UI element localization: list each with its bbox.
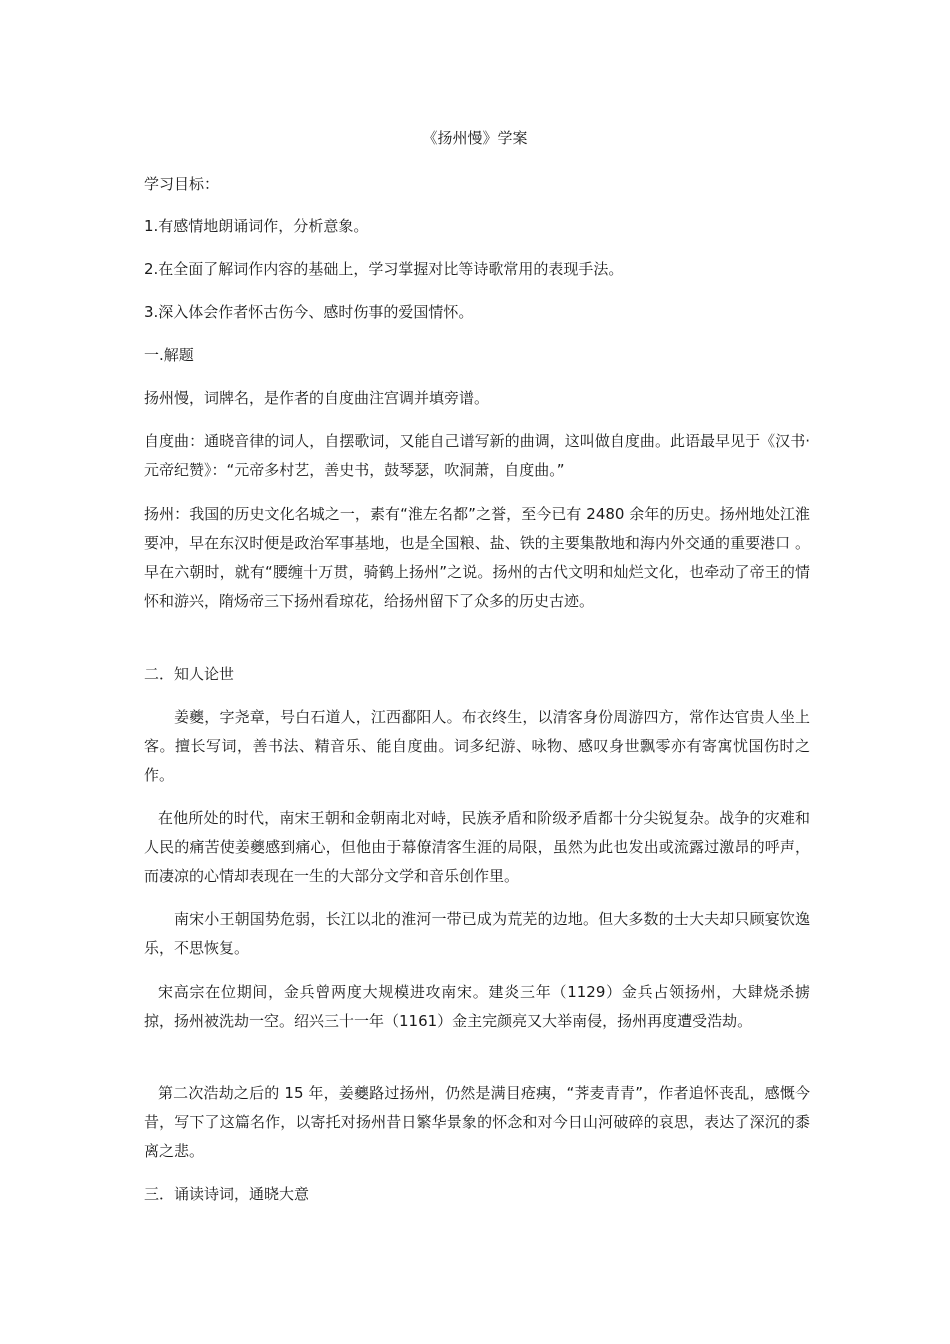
section-2-paragraph-4: 宋高宗在位期间，金兵曾两度大规模进攻南宋。建炎三年（1129）金兵占领扬州，大肆烧杀掳掠，扬州被洗劫一空。绍兴三十一年（1161）金主完颜亮又大举南侵，扬州再度遭受浩劫。	[144, 983, 810, 1030]
section-3-heading: 三．诵读诗词，通晓大意	[144, 1185, 310, 1203]
document-title: 《扬州慢》学案	[422, 129, 528, 147]
section-2-paragraph-5: 第二次浩劫之后的 15 年，姜夔路过扬州，仍然是满目疮痍，“荠麦青青”，作者追怀丧乱，感慨今昔，写下了这篇名作，以寄托对扬州昔日繁华景象的怀念和对今日山河破碎的哀思，表达了深沉的黍离之悲。	[144, 1084, 810, 1160]
section-2-paragraph-2: 在他所处的时代，南宋王朝和金朝南北对峙，民族矛盾和阶级矛盾都十分尖锐复杂。战争的灾难和人民的痛苦使姜夔感到痛心，但他由于幕僚清客生涯的局限，虽然为此也发出或流露过激昂的呼声，而凄凉的心情却表现在一生的大部分文学和音乐创作里。	[144, 809, 810, 885]
goal-3: 3.深入体会作者怀古伤今、感时伤事的爱国情怀。	[144, 303, 474, 321]
section-2-heading: 二．知人论世	[144, 665, 235, 683]
section-1-paragraph-3: 扬州：我国的历史文化名城之一，素有“淮左名都”之誉，至今已有 2480 余年的历史。扬州地处江淮要冲，早在东汉时便是政治军事基地，也是全国粮、盐、铁的主要集散地和海内外交通的重要港口 。早在六朝时，就有“腰缠十万贯，骑鹤上扬州”之说。扬州的古代文明和灿烂文化，也牵动了帝王的情怀和游兴，隋炀帝三下扬州看琼花，给扬州留下了众多的历史古迹。	[144, 505, 810, 610]
goal-2: 2.在全面了解词作内容的基础上，学习掌握对比等诗歌常用的表现手法。	[144, 260, 624, 278]
section-1-paragraph-2: 自度曲：通晓音律的词人，自摆歌词，又能自己谱写新的曲调，这叫做自度曲。此语最早见于《汉书·元帝纪赞》：“元帝多村艺，善史书，鼓琴瑟，吹洞萧，自度曲。”	[144, 432, 810, 479]
section-1-paragraph-1: 扬州慢，词牌名，是作者的自度曲注宫调并填旁谱。	[144, 389, 490, 407]
goal-1: 1.有感情地朗诵词作，分析意象。	[144, 217, 369, 235]
section-2-paragraph-3: 南宋小王朝国势危弱，长江以北的淮河一带已成为荒芜的边地。但大多数的士大夫却只顾宴饮逸乐，不思恢复。	[144, 910, 810, 957]
goals-heading: 学习目标：	[144, 175, 220, 193]
section-1-heading: 一.解题	[144, 346, 194, 364]
section-2-paragraph-1: 姜夔，字尧章，号白石道人，江西鄱阳人。布衣终生，以清客身份周游四方，常作达官贵人坐上客。擅长写词，善书法、精音乐、能自度曲。词多纪游、咏物、感叹身世飘零亦有寄寓忧国伤时之作。	[144, 708, 810, 784]
